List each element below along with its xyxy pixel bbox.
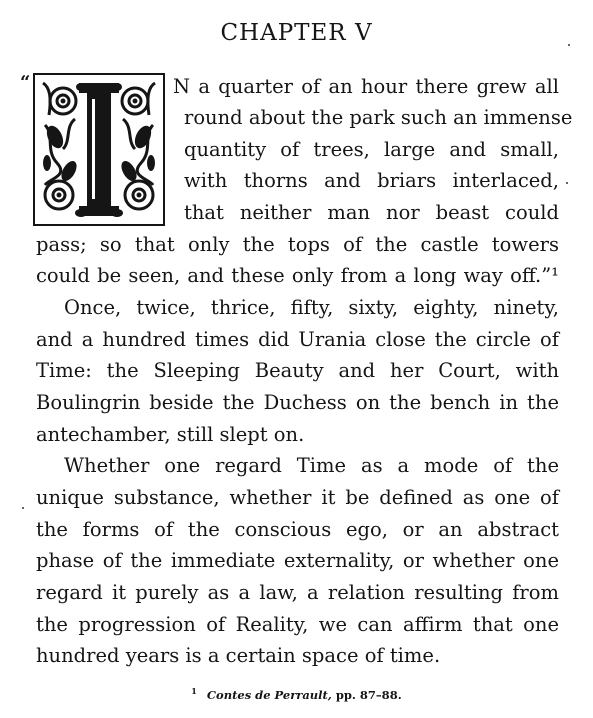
footnote (0, 686, 593, 702)
scan-speck (566, 182, 568, 184)
paragraph-1-line-4: with thorns and briars interlaced, (184, 169, 559, 192)
paragraph-3-line-3: the forms of the conscious ego, or an abstract (36, 518, 559, 541)
paragraph-3-line-1: Whether one regard Time as a mode of the (64, 454, 559, 477)
scan-speck (568, 44, 570, 46)
opening-quote-mark: “ (20, 72, 31, 93)
floral-ornament-icon (35, 75, 163, 224)
footnote-marker: 1 (191, 686, 197, 696)
paragraph-2-line-3: Time: the Sleeping Beauty and her Court, with (36, 359, 559, 382)
scan-speck (22, 507, 24, 509)
paragraph-1-line-3: quantity of trees, large and small, (184, 138, 559, 161)
paragraph-3-line-5: regard it purely as a law, a relation resulting from (36, 581, 559, 604)
paragraph-1-line-2: round about the park such an immense (184, 106, 573, 129)
paragraph-3-line-7: hundred years is a certain space of time. (36, 644, 441, 667)
paragraph-2-line-1: Once, twice, thrice, fifty, sixty, eighty, ninety, (64, 296, 559, 319)
footnote-source-title: Contes de Perrault, (206, 687, 332, 702)
paragraph-1-line-1: N a quarter of an hour there grew all (173, 75, 559, 98)
chapter-title: CHAPTER V (220, 20, 373, 46)
paragraph-1-line-6: pass; so that only the tops of the castle towers (36, 233, 559, 256)
paragraph-3-line-4: phase of the immediate externality, or whether one (36, 549, 559, 572)
paragraph-2-line-5: antechamber, still slept on. (36, 423, 305, 446)
paragraph-1-line-7: could be seen, and these only from a long way off.”¹ (36, 264, 559, 287)
paragraph-3-line-2: unique substance, whether it be defined as one of (36, 486, 559, 509)
decorated-initial (33, 73, 165, 226)
paragraph-3-line-6: the progression of Reality, we can affirm that one (36, 613, 559, 636)
paragraph-1-line-5: that neither man nor beast could (184, 201, 559, 224)
paragraph-2-line-4: Boulingrin beside the Duchess on the bench in the (36, 391, 559, 414)
footnote-pages: pp. 87–88. (335, 687, 402, 702)
paragraph-2-line-2: and a hundred times did Urania close the circle of (36, 328, 559, 351)
